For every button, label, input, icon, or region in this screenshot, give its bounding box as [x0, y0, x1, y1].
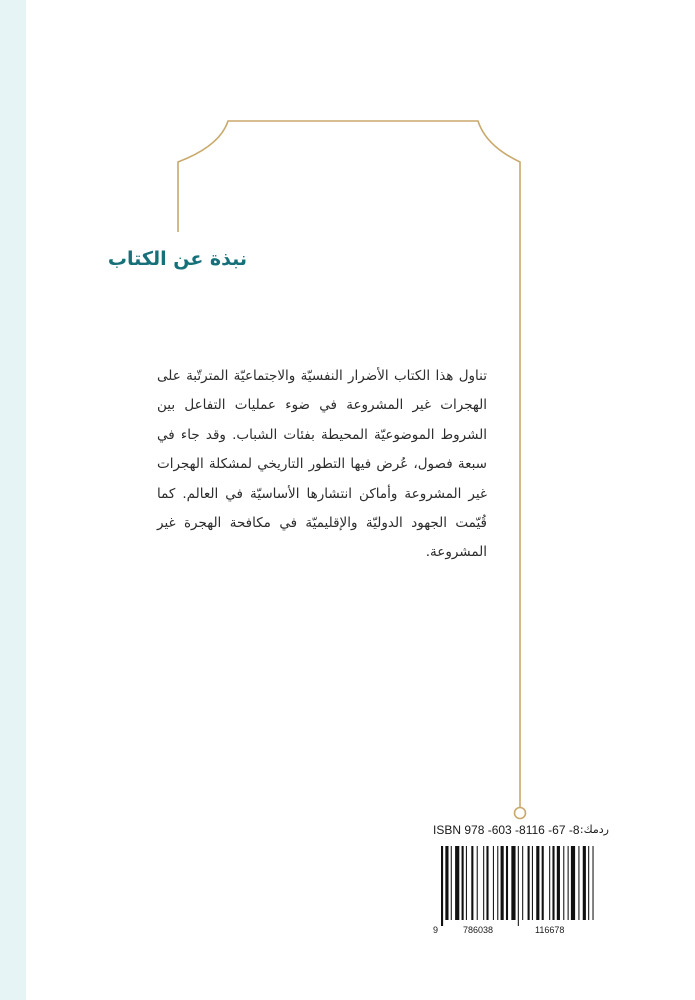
- barcode-bar: [532, 846, 533, 920]
- barcode-bar: [583, 846, 586, 920]
- barcode-bar: [536, 846, 539, 920]
- barcode-bar: [501, 846, 504, 920]
- barcode-bar: [493, 846, 494, 920]
- barcode-bar: [518, 846, 519, 926]
- barcode-bar: [552, 846, 554, 920]
- barcode-bar: [483, 846, 484, 920]
- barcode-bar: [511, 846, 515, 920]
- barcode-bar: [462, 846, 464, 920]
- barcode-bar: [445, 846, 448, 920]
- barcode-digits: [433, 925, 609, 937]
- barcode-bar: [593, 846, 594, 920]
- isbn-arabic-label: ردمك:: [579, 823, 609, 836]
- barcode-bar: [549, 846, 550, 920]
- barcode-bar: [571, 846, 575, 920]
- barcode-bar: [451, 846, 452, 920]
- barcode: [433, 846, 609, 926]
- barcode-bar: [542, 846, 544, 920]
- barcode-bar: [497, 846, 498, 920]
- barcode-bar: [455, 846, 459, 920]
- barcode-bar: [477, 846, 478, 920]
- barcode-bar: [528, 846, 530, 920]
- isbn-number: ISBN 978 -603 -8116 -67 -8: [433, 823, 580, 837]
- barcode-bar: [441, 846, 443, 926]
- barcode-bar: [568, 846, 569, 920]
- about-book-heading: نبذة عن الكتاب: [107, 248, 247, 270]
- barcode-bar: [486, 846, 488, 920]
- barcode-digits-group2: 116678: [535, 925, 565, 935]
- barcode-bar: [578, 846, 579, 920]
- arch-end-circle: [515, 808, 526, 819]
- barcode-bar: [522, 846, 523, 920]
- barcode-bar: [506, 846, 508, 920]
- book-description: تناول هذا الكتاب الأضرار النفسيّة والاجتماعيّة المترتّبة على الهجرات غير المشروعة في ضوء عمليات التفاعل بين الشروط الموضوعيّة المحيطة بفئات الشباب. وقد جاء في سبعة فصول، عُرض فيها التطور التاريخي لمشكلة الهجرات غير المشروعة وأماكن انتشارها الأساسيّة في العالم. كما قُيّمت الجهود الدوليّة والإقليميّة في مكافحة الهجرة غير المشروعة.: [157, 368, 487, 561]
- barcode-bar: [466, 846, 467, 920]
- barcode-bar: [557, 846, 560, 920]
- isbn-line: [433, 822, 609, 840]
- barcode-digit-lead: 9: [433, 925, 439, 935]
- barcode-bar: [588, 846, 589, 920]
- barcode-bar: [471, 846, 473, 920]
- barcode-bar: [563, 846, 564, 920]
- barcode-digits-group1: 786038: [463, 925, 494, 935]
